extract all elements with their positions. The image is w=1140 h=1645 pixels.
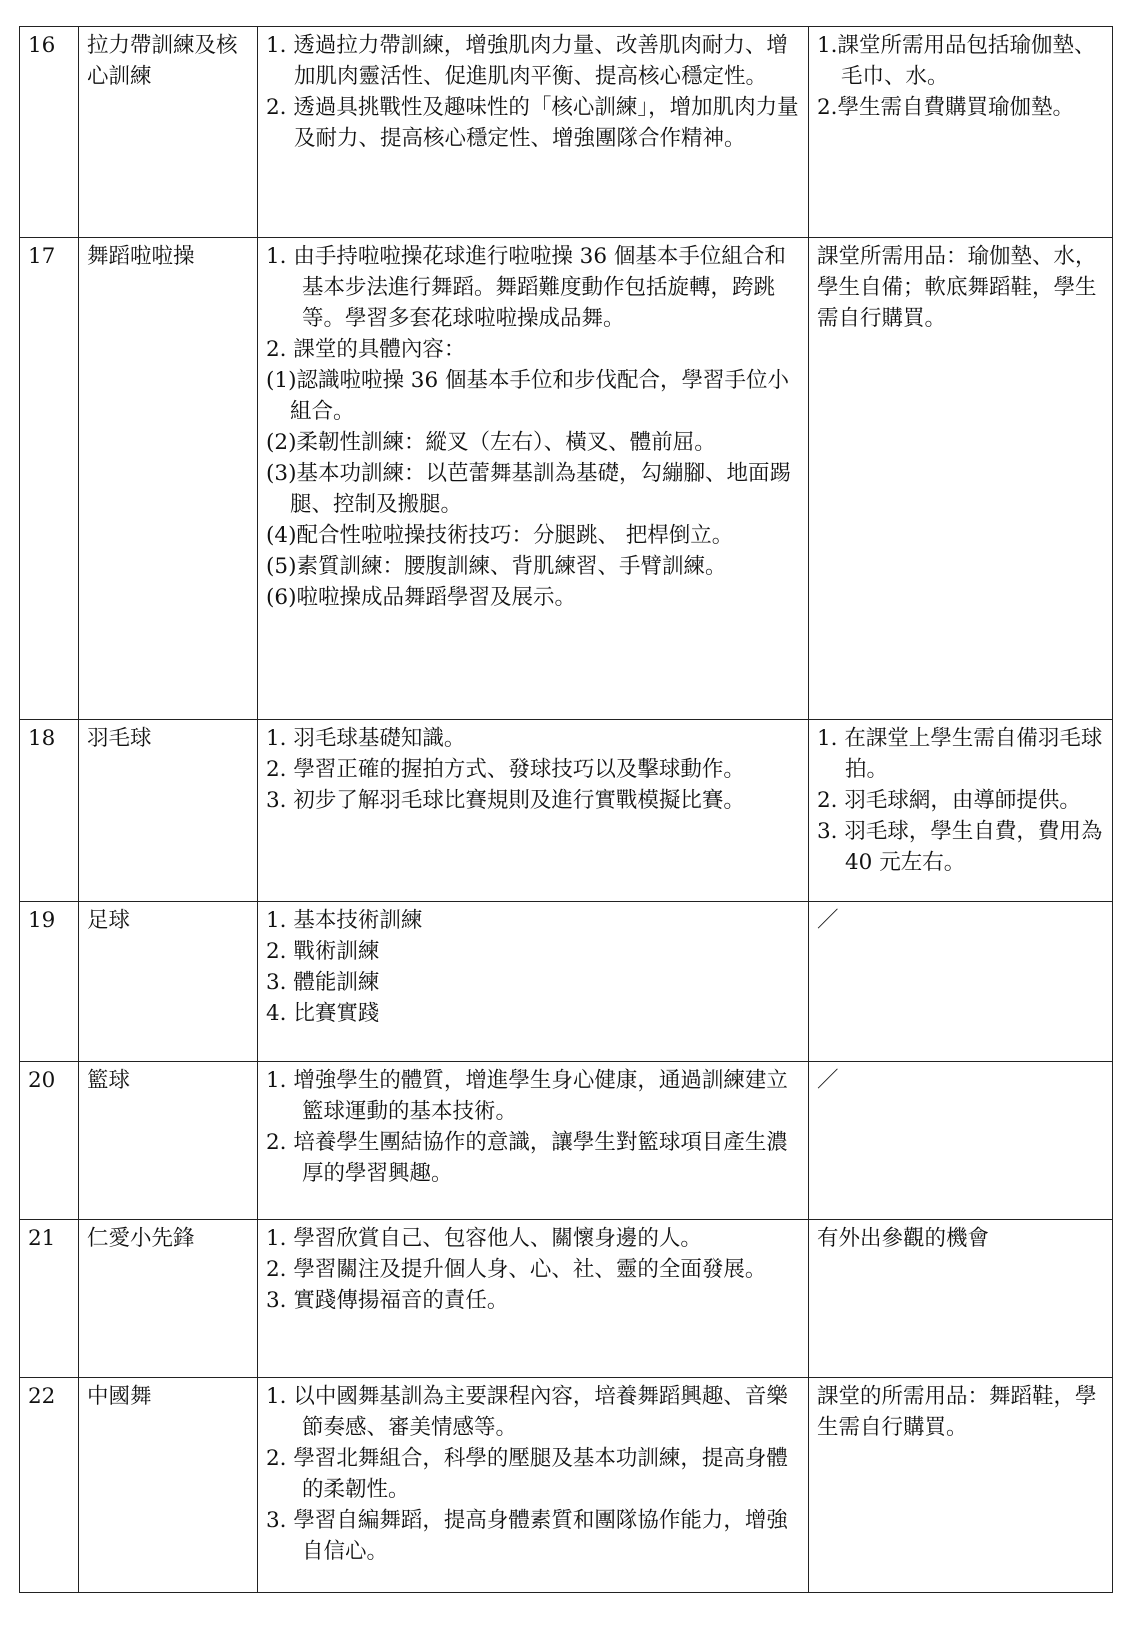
table-row <box>20 1062 1113 1220</box>
table-row <box>20 1378 1113 1593</box>
activity-content <box>258 1220 809 1378</box>
content-item: 1. 學習欣賞自己、包容他人、關懷身邊的人。 <box>266 1226 702 1251</box>
content-item: 1. 羽毛球基礎知識。 <box>266 726 466 751</box>
content-item: 2. 培養學生團結協作的意識，讓學生對籃球項目產生濃厚的學習興趣。 <box>266 1130 788 1186</box>
content-item: 3. 初步了解羽毛球比賽規則及進行實戰模擬比賽。 <box>266 788 745 813</box>
row-number: 18 <box>20 720 79 902</box>
row-number: 21 <box>20 1220 79 1378</box>
activity-content <box>258 1062 809 1220</box>
note-item: 有外出參觀的機會 <box>817 1226 990 1251</box>
activity-content <box>258 238 809 720</box>
activity-content <box>258 27 809 238</box>
row-number: 16 <box>20 27 79 238</box>
activity-notes <box>809 1378 1113 1593</box>
content-item: 3. 體能訓練 <box>266 970 380 995</box>
content-item: 3. 實踐傳揚福音的責任。 <box>266 1288 509 1313</box>
content-item: 1. 增強學生的體質，增進學生身心健康，通過訓練建立籃球運動的基本技術。 <box>266 1068 788 1124</box>
content-subitem: (2)柔韌性訓練：縱叉（左右）、橫叉、體前屈。 <box>266 430 716 455</box>
content-item: 2. 學習正確的握拍方式、發球技巧以及擊球動作。 <box>266 757 745 782</box>
activity-notes <box>809 720 1113 902</box>
row-number: 22 <box>20 1378 79 1593</box>
note-item: 3. 羽毛球，學生自費，費用為 40 元左右。 <box>817 819 1103 875</box>
activity-name: 仁愛小先鋒 <box>79 1220 258 1378</box>
note-item: ／ <box>817 1068 839 1093</box>
content-item: 4. 比賽實踐 <box>266 1001 380 1026</box>
activity-content <box>258 720 809 902</box>
activity-notes <box>809 1220 1113 1378</box>
content-item: 1. 基本技術訓練 <box>266 908 423 933</box>
activity-name: 羽毛球 <box>79 720 258 902</box>
activity-name: 舞蹈啦啦操 <box>79 238 258 720</box>
row-number: 17 <box>20 238 79 720</box>
content-item: 2. 課堂的具體內容： <box>266 337 466 362</box>
content-item: 2. 學習北舞組合，科學的壓腿及基本功訓練，提高身體的柔韌性。 <box>266 1446 788 1502</box>
activity-name: 籃球 <box>79 1062 258 1220</box>
note-item: 2.學生需自費購買瑜伽墊。 <box>817 95 1075 120</box>
content-item: 2. 學習關注及提升個人身、心、社、靈的全面發展。 <box>266 1257 767 1282</box>
activity-notes <box>809 1062 1113 1220</box>
activity-name: 足球 <box>79 902 258 1062</box>
note-item: 2. 羽毛球網，由導師提供。 <box>817 788 1081 813</box>
table-row <box>20 1220 1113 1378</box>
table-row <box>20 238 1113 720</box>
row-number: 20 <box>20 1062 79 1220</box>
activity-notes <box>809 902 1113 1062</box>
content-item: 1. 透過拉力帶訓練，增強肌肉力量、改善肌肉耐力、增加肌肉靈活性、促進肌肉平衡、提高核心穩定性。 <box>266 33 788 89</box>
activities-table <box>19 26 1113 1593</box>
content-item: 2. 透過具挑戰性及趣味性的「核心訓練」，增加肌肉力量及耐力、提高核心穩定性、增強團隊合作精神。 <box>266 95 799 151</box>
content-item: 1. 由手持啦啦操花球進行啦啦操 36 個基本手位組合和基本步法進行舞蹈。舞蹈難度動作包括旋轉，跨跳等。學習多套花球啦啦操成品舞。 <box>266 244 786 331</box>
activity-notes <box>809 27 1113 238</box>
content-item: 2. 戰術訓練 <box>266 939 380 964</box>
table-row <box>20 902 1113 1062</box>
note-item: 1.課堂所需用品包括瑜伽墊、毛巾、水。 <box>817 33 1096 89</box>
content-item: 3. 學習自編舞蹈，提高身體素質和團隊協作能力，增強自信心。 <box>266 1508 788 1564</box>
row-number: 19 <box>20 902 79 1062</box>
content-subitem: (4)配合性啦啦操技術技巧：分腿跳、 把桿倒立。 <box>266 523 734 548</box>
table-row <box>20 27 1113 238</box>
note-item: 課堂所需用品：瑜伽墊、水，學生自備；軟底舞蹈鞋，學生需自行購買。 <box>817 244 1097 331</box>
content-subitem: (1)認識啦啦操 36 個基本手位和步伐配合，學習手位小組合。 <box>266 368 789 424</box>
content-item: 1. 以中國舞基訓為主要課程內容，培養舞蹈興趣、音樂節奏感、審美情感等。 <box>266 1384 788 1440</box>
content-subitem: (3)基本功訓練：以芭蕾舞基訓為基礎，勾繃腳、地面踢腿、控制及搬腿。 <box>266 461 791 517</box>
content-subitem: (6)啦啦操成品舞蹈學習及展示。 <box>266 585 576 610</box>
activity-name: 中國舞 <box>79 1378 258 1593</box>
note-item: ／ <box>817 908 839 933</box>
table-row <box>20 720 1113 902</box>
activity-notes <box>809 238 1113 720</box>
activity-name: 拉力帶訓練及核心訓練 <box>79 27 258 238</box>
note-item: 1. 在課堂上學生需自備羽毛球拍。 <box>817 726 1103 782</box>
content-subitem: (5)素質訓練：腰腹訓練、背肌練習、手臂訓練。 <box>266 554 727 579</box>
note-item: 課堂的所需用品：舞蹈鞋，學生需自行購買。 <box>817 1384 1097 1440</box>
activity-content <box>258 1378 809 1593</box>
activity-content <box>258 902 809 1062</box>
